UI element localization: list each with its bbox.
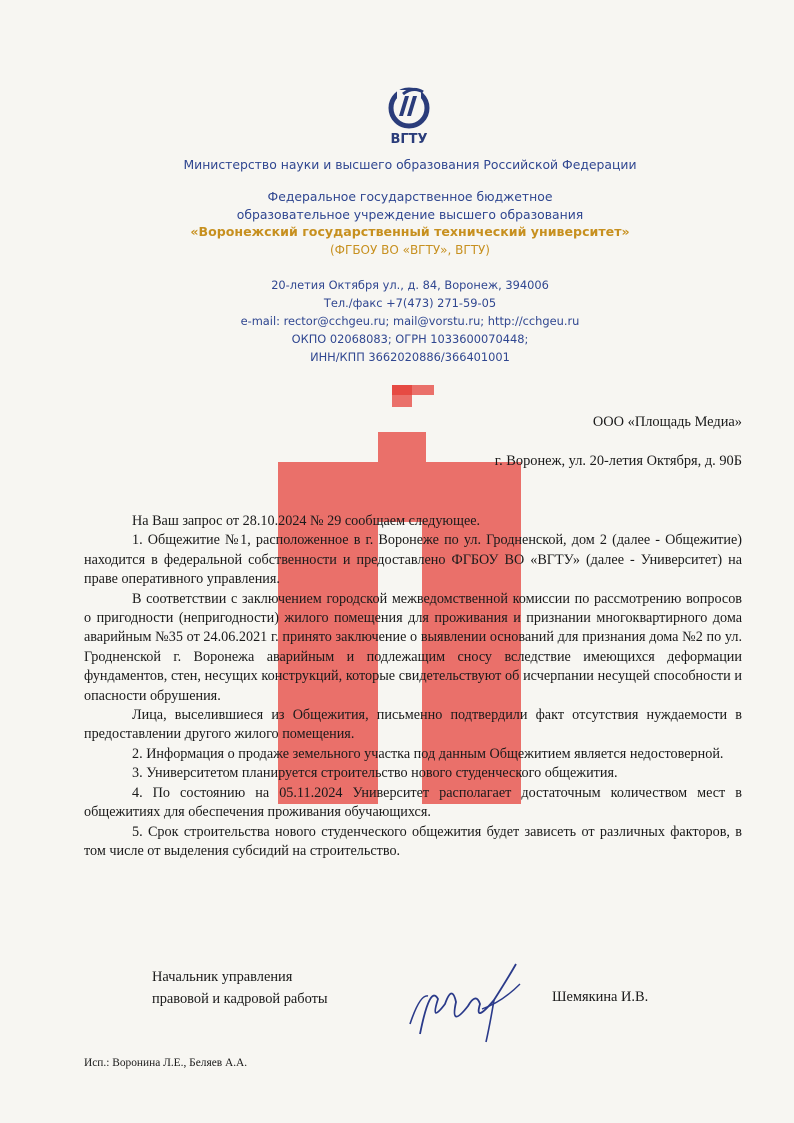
org-inn-kpp: ИНН/КПП 3662020886/366401001 [310, 350, 510, 364]
paragraph-residents: Лица, выселившиеся из Общежития, письменно подтвердили факт отсутствия нуждаемости в предоставлении другого жилого помещения. [84, 707, 742, 743]
org-line-2: образовательное учреждение высшего образования [236, 207, 584, 222]
org-name: «Воронежский государственный технический университет» [190, 224, 630, 239]
paragraph-3: 3. Университетом планируется строительство нового студенческого общежития. [132, 765, 618, 782]
signatory-role [152, 966, 328, 1010]
org-email: e-mail: rector@cchgeu.ru; mail@vorstu.ru; http://cchgeu.ru [240, 314, 580, 328]
ministry-line: Министерство науки и высшего образования Российской Федерации [183, 157, 637, 172]
paragraph-commission: В соответствии с заключением городской межведомственной комиссии по рассмотрению вопросов о пригодности (непригодности) жилого помещения для проживания и признании многоквартирного дома аварийным №35 от 24.06.2021 г. принято заключение о выявлении оснований для признания дома №2 по ул. Гродненской г. Воронежа аварийным и подлежащим сносу вследствие имеющихся деформации фундаментов, стен, несущих конструкций, которые свидетельствуют об исчерпании несущей способности и опасности обрушения. [84, 590, 742, 704]
logo-text: ВГТУ [390, 132, 428, 147]
signatory-name: Шемякина И.В. [552, 989, 649, 1005]
org-address: 20-летия Октября ул., д. 84, Воронеж, 394006 [271, 278, 549, 292]
paragraph-5: 5. Срок строительства нового студенческого общежития будет зависеть от различных факторов, в том числе от выделения субсидий на строительство. [84, 823, 742, 859]
executors-line: Исп.: Воронина Л.Е., Беляев А.А. [84, 1057, 248, 1069]
signatory-role-line-1: Начальник управления [152, 969, 293, 985]
org-phone: Тел./факс +7(473) 271-59-05 [323, 296, 497, 310]
signatory-role-line-2: правовой и кадровой работы [152, 991, 328, 1007]
letter-body [84, 512, 742, 861]
org-line-1: Федеральное государственное бюджетное [267, 189, 553, 204]
paragraph-intro: На Ваш запрос от 28.10.2024 № 29 сообщаем следующее. [132, 513, 481, 529]
recipient-name: ООО «Площадь Медиа» [592, 414, 742, 430]
university-emblem-icon [383, 86, 435, 132]
paragraph-1: 1. Общежитие №1, расположенное в г. Воронеже по ул. Гродненской, дом 2 (далее - Общежитие) находится в федеральной собственности и предоставлено ФГБОУ ВО «ВГТУ» (далее - Университет) на праве оперативного управления. [84, 532, 742, 588]
handwritten-signature [390, 954, 540, 1044]
org-okpo-ogrn: ОКПО 02068083; ОГРН 1033600070448; [291, 332, 529, 346]
paragraph-4: 4. По состоянию на 05.11.2024 Университет располагает достаточным количеством мест в общежитиях для обеспечения проживания обучающихся. [84, 784, 742, 821]
university-logo [383, 86, 435, 150]
paragraph-2: 2. Информация о продаже земельного участка под данным Общежитием является недостоверной. [132, 745, 724, 762]
recipient-address: г. Воронеж, ул. 20-летия Октября, д. 90Б [494, 453, 742, 469]
org-short-name: (ФГБОУ ВО «ВГТУ», ВГТУ) [329, 243, 490, 257]
